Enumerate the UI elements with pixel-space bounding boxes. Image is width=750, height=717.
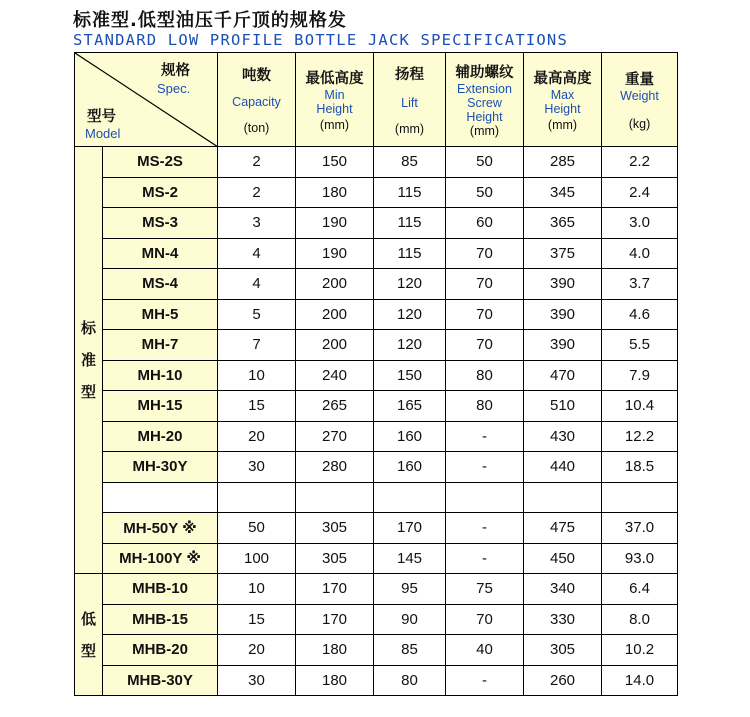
value-cell: 80 [446, 360, 524, 391]
model-cell: MH-30Y [103, 452, 218, 483]
model-cell: MHB-30Y [103, 665, 218, 696]
column-header-capacity [218, 53, 296, 147]
value-cell: 120 [374, 269, 446, 300]
corner-model-label-en: Model [85, 126, 121, 141]
value-cell: 85 [374, 147, 446, 178]
value-cell: 115 [374, 177, 446, 208]
value-cell: 7 [218, 330, 296, 361]
header-unit: (mm) [394, 122, 425, 136]
value-cell: 80 [446, 391, 524, 422]
value-cell: 170 [374, 513, 446, 544]
value-cell: 2 [218, 147, 296, 178]
value-cell: 70 [446, 330, 524, 361]
value-cell: 4.6 [602, 299, 678, 330]
model-cell: MH-5 [103, 299, 218, 330]
value-cell [374, 482, 446, 513]
value-cell: 165 [374, 391, 446, 422]
table-row [75, 208, 678, 239]
header-en: Lift [401, 96, 418, 110]
value-cell: 14.0 [602, 665, 678, 696]
value-cell: 10.2 [602, 635, 678, 666]
header-cn: 最低高度 [305, 71, 364, 87]
value-cell: 15 [218, 391, 296, 422]
table-row [75, 421, 678, 452]
corner-spec-label-en: Spec. [157, 81, 191, 96]
value-cell: 90 [374, 604, 446, 635]
table-row [75, 330, 678, 361]
value-cell: 4 [218, 238, 296, 269]
value-cell: 70 [446, 269, 524, 300]
value-cell: 120 [374, 299, 446, 330]
value-cell: 390 [524, 269, 602, 300]
table-row [75, 238, 678, 269]
value-cell: 180 [296, 177, 374, 208]
model-cell: MS-4 [103, 269, 218, 300]
group-label: 标 准 型 [75, 147, 103, 574]
value-cell: 440 [524, 452, 602, 483]
value-cell: 170 [296, 574, 374, 605]
value-cell: 70 [446, 299, 524, 330]
corner-model-label-cn: 型号 [87, 109, 116, 125]
value-cell: 115 [374, 208, 446, 239]
value-cell: 340 [524, 574, 602, 605]
value-cell: 510 [524, 391, 602, 422]
table-row [75, 543, 678, 574]
value-cell: 115 [374, 238, 446, 269]
header-en: Weight [620, 89, 659, 103]
value-cell: 240 [296, 360, 374, 391]
table-row [75, 177, 678, 208]
spec-table [74, 52, 678, 696]
value-cell: 160 [374, 452, 446, 483]
model-cell: MH-20 [103, 421, 218, 452]
value-cell: 70 [446, 238, 524, 269]
value-cell: 200 [296, 269, 374, 300]
table-row [75, 269, 678, 300]
value-cell: 7.9 [602, 360, 678, 391]
value-cell: 10 [218, 574, 296, 605]
table-row [75, 391, 678, 422]
value-cell [218, 482, 296, 513]
value-cell: 280 [296, 452, 374, 483]
value-cell: 6.4 [602, 574, 678, 605]
value-cell: 145 [374, 543, 446, 574]
value-cell: 200 [296, 299, 374, 330]
model-cell: MH-10 [103, 360, 218, 391]
corner-spec-label-cn: 规格 [161, 63, 190, 79]
value-cell: 8.0 [602, 604, 678, 635]
value-cell: 85 [374, 635, 446, 666]
value-cell: 80 [374, 665, 446, 696]
value-cell: 50 [218, 513, 296, 544]
model-cell: MS-2S [103, 147, 218, 178]
header-unit: (mm) [469, 124, 500, 138]
value-cell: 180 [296, 665, 374, 696]
value-cell: 170 [296, 604, 374, 635]
value-cell: - [446, 452, 524, 483]
value-cell: 475 [524, 513, 602, 544]
value-cell: 20 [218, 421, 296, 452]
value-cell: 120 [374, 330, 446, 361]
header-cn: 辅助螺纹 [455, 65, 514, 81]
table-row [75, 513, 678, 544]
header-corner-cell [75, 53, 218, 147]
value-cell: 5 [218, 299, 296, 330]
value-cell: 450 [524, 543, 602, 574]
value-cell: 30 [218, 452, 296, 483]
value-cell: 10.4 [602, 391, 678, 422]
value-cell [296, 482, 374, 513]
model-cell: MH-100Y ※ [103, 543, 218, 574]
value-cell: 75 [446, 574, 524, 605]
value-cell: 345 [524, 177, 602, 208]
value-cell: 265 [296, 391, 374, 422]
value-cell: 390 [524, 299, 602, 330]
value-cell: 2.2 [602, 147, 678, 178]
table-row [75, 574, 678, 605]
value-cell: 160 [374, 421, 446, 452]
header-unit: (mm) [547, 118, 578, 132]
model-cell: MH-15 [103, 391, 218, 422]
value-cell: 180 [296, 635, 374, 666]
value-cell: 40 [446, 635, 524, 666]
value-cell: 305 [296, 513, 374, 544]
model-cell: MH-50Y ※ [103, 513, 218, 544]
column-header-min-height [296, 53, 374, 147]
value-cell: 470 [524, 360, 602, 391]
value-cell: 3.7 [602, 269, 678, 300]
value-cell: 70 [446, 604, 524, 635]
value-cell: 100 [218, 543, 296, 574]
model-cell: MHB-15 [103, 604, 218, 635]
value-cell: 4.0 [602, 238, 678, 269]
value-cell: 190 [296, 208, 374, 239]
value-cell: 305 [524, 635, 602, 666]
model-cell: MS-3 [103, 208, 218, 239]
model-cell: MN-4 [103, 238, 218, 269]
value-cell: 10 [218, 360, 296, 391]
value-cell: 200 [296, 330, 374, 361]
value-cell: 270 [296, 421, 374, 452]
model-cell [103, 482, 218, 513]
value-cell: - [446, 543, 524, 574]
value-cell: 365 [524, 208, 602, 239]
value-cell: 390 [524, 330, 602, 361]
value-cell [524, 482, 602, 513]
header-cn: 扬程 [395, 67, 424, 83]
column-header-extension-screw [446, 53, 524, 147]
value-cell: 37.0 [602, 513, 678, 544]
value-cell: 2 [218, 177, 296, 208]
table-row [75, 147, 678, 178]
table-row [75, 482, 678, 513]
header-cn: 最高高度 [533, 71, 592, 87]
value-cell: 20 [218, 635, 296, 666]
model-cell: MHB-10 [103, 574, 218, 605]
value-cell: 15 [218, 604, 296, 635]
value-cell [602, 482, 678, 513]
header-unit: (mm) [319, 118, 350, 132]
header-cn: 吨数 [242, 68, 271, 84]
table-row [75, 665, 678, 696]
value-cell: 3 [218, 208, 296, 239]
value-cell: 5.5 [602, 330, 678, 361]
value-cell: 190 [296, 238, 374, 269]
value-cell: 50 [446, 147, 524, 178]
value-cell: 93.0 [602, 543, 678, 574]
value-cell: - [446, 665, 524, 696]
value-cell: - [446, 513, 524, 544]
value-cell: 18.5 [602, 452, 678, 483]
table-row [75, 360, 678, 391]
page-title-chinese: 标准型.低型油压千斤顶的规格发 [73, 10, 347, 31]
group-label: 低 型 [75, 574, 103, 696]
table-row [75, 635, 678, 666]
header-unit: (kg) [628, 117, 651, 131]
header-en: Capacity [232, 95, 281, 109]
header-unit: (ton) [243, 121, 270, 135]
value-cell: 12.2 [602, 421, 678, 452]
header-en: Min Height [316, 88, 353, 116]
value-cell: - [446, 421, 524, 452]
value-cell: 330 [524, 604, 602, 635]
header-en: Extension Screw Height [457, 82, 512, 124]
value-cell: 60 [446, 208, 524, 239]
value-cell: 95 [374, 574, 446, 605]
value-cell: 4 [218, 269, 296, 300]
model-cell: MH-7 [103, 330, 218, 361]
value-cell: 260 [524, 665, 602, 696]
model-cell: MHB-20 [103, 635, 218, 666]
value-cell: 305 [296, 543, 374, 574]
value-cell: 30 [218, 665, 296, 696]
value-cell: 375 [524, 238, 602, 269]
table-row [75, 299, 678, 330]
model-cell: MS-2 [103, 177, 218, 208]
header-en: Max Height [544, 88, 581, 116]
header-cn: 重量 [625, 72, 654, 88]
value-cell [446, 482, 524, 513]
table-row [75, 604, 678, 635]
value-cell: 285 [524, 147, 602, 178]
table-row [75, 452, 678, 483]
value-cell: 150 [296, 147, 374, 178]
value-cell: 50 [446, 177, 524, 208]
page-title-english: STANDARD LOW PROFILE BOTTLE JACK SPECIFICATIONS [73, 31, 568, 49]
column-header-lift [374, 53, 446, 147]
column-header-weight [602, 53, 678, 147]
value-cell: 150 [374, 360, 446, 391]
value-cell: 3.0 [602, 208, 678, 239]
value-cell: 430 [524, 421, 602, 452]
value-cell: 2.4 [602, 177, 678, 208]
column-header-max-height [524, 53, 602, 147]
